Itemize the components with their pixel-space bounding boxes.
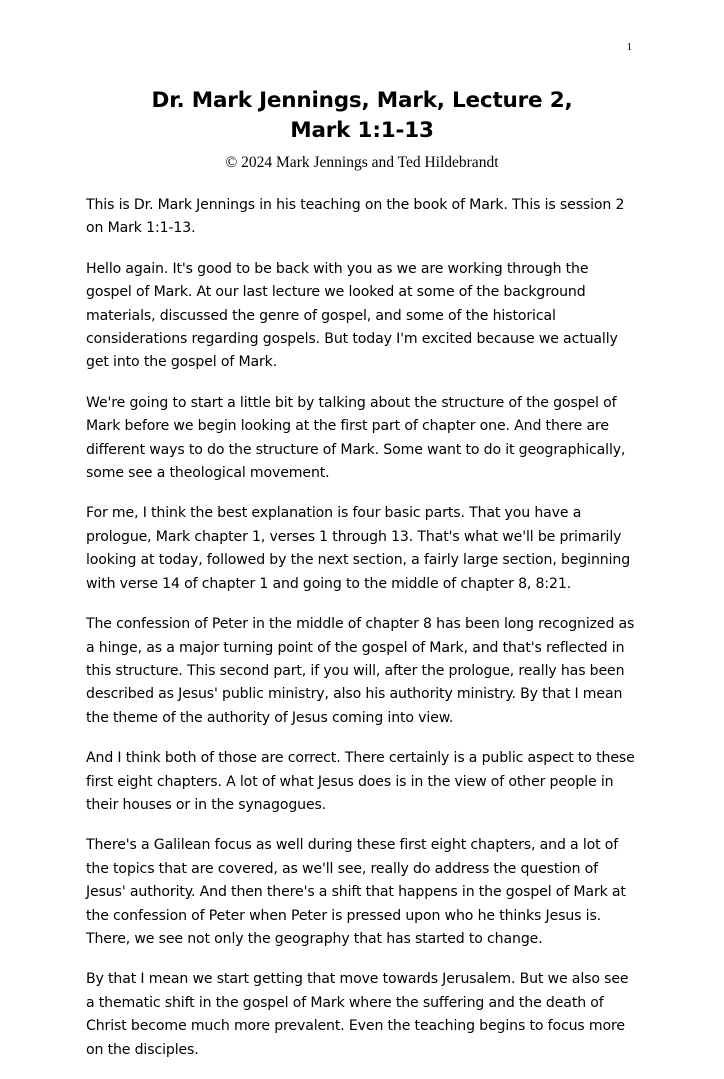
paragraph-1: This is Dr. Mark Jennings in his teaching on the book of Mark. This is session 2 on Mark 1:1-13. xyxy=(86,197,625,237)
document-body xyxy=(86,86,638,1079)
copyright-notice: © 2024 Mark Jennings and Ted Hildebrandt xyxy=(225,154,499,171)
title-line-1: Dr. Mark Jennings, Mark, Lecture 2, xyxy=(151,88,573,113)
paragraph-6: And I think both of those are correct. There certainly is a public aspect to these first eight chapters. A lot of what Jesus does is in the view of other people in their houses or in the synagogues. xyxy=(86,750,635,813)
document-title xyxy=(86,86,638,146)
paragraph-7: There's a Galilean focus as well during these first eight chapters, and a lot of the topics that are covered, as we'll see, really do address the question of Jesus' authority. And then there's a shift that happens in the gospel of Mark at the confession of Peter when Peter is pressed upon who he thinks Jesus is. There, we see not only the geography that has started to change. xyxy=(86,837,626,947)
paragraph-5: The confession of Peter in the middle of chapter 8 has been long recognized as a hinge, as a major turning point of the gospel of Mark, and that's reflected in this structure. This second part, if you will, after the prologue, really has been described as Jesus' public ministry, also his authority ministry. By that I mean the theme of the authority of Jesus coming into view. xyxy=(86,616,635,726)
title-line-2: Mark 1:1-13 xyxy=(290,118,434,143)
paragraph-8: By that I mean we start getting that move towards Jerusalem. But we also see a thematic shift in the gospel of Mark where the suffering and the death of Christ become much more prevalent. Even the teaching begins to focus more on the disciples. xyxy=(86,971,629,1058)
paragraph-2: Hello again. It's good to be back with you as we are working through the gospel of Mark. At our last lecture we looked at some of the background materials, discussed the genre of gospel, and some of the historical considerations regarding gospels. But today I'm excited because we actually get into the gospel of Mark. xyxy=(86,260,618,371)
paragraph-3: We're going to start a little bit by talking about the structure of the gospel of Mark before we begin looking at the first part of chapter one. And there are different ways to do the structure of Mark. Some want to do it geographically, some see a theological movement. xyxy=(86,394,626,482)
page-number: 1 xyxy=(626,41,632,53)
paragraph-4: For me, I think the best explanation is four basic parts. That you have a prologue, Mark chapter 1, verses 1 through 13. That's what we'll be primarily looking at today, followed by the next section, a fairly large section, beginning with verse 14 of chapter 1 and going to the middle of chapter 8, 8:21. xyxy=(86,505,631,592)
